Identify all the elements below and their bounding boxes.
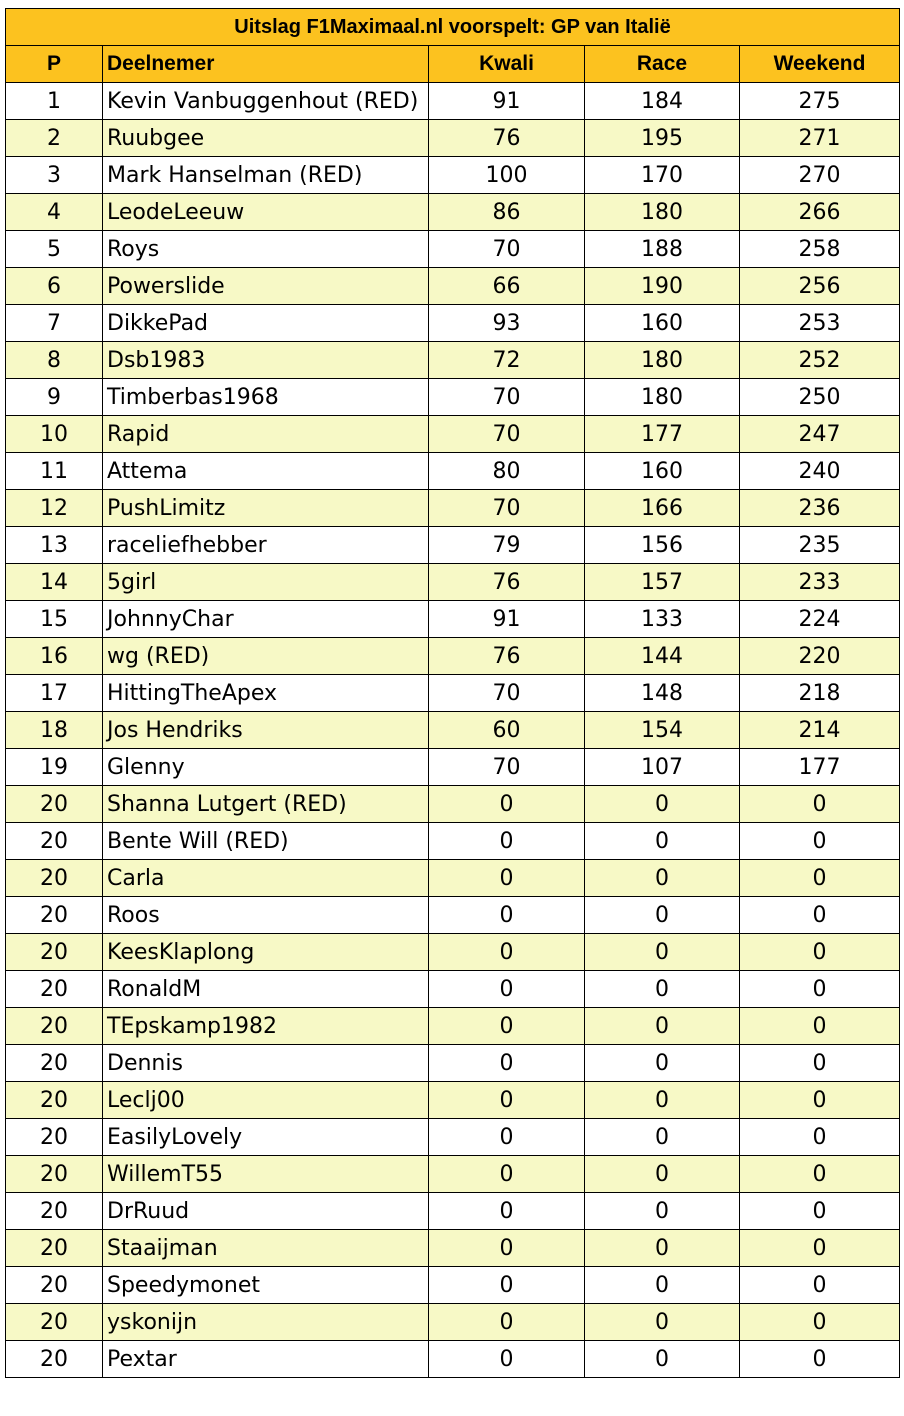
weekend-points-cell: 250 — [740, 379, 900, 416]
kwali-points-cell: 93 — [429, 305, 585, 342]
race-points-cell: 0 — [585, 1341, 740, 1378]
position-cell: 20 — [6, 934, 103, 971]
race-points-cell: 170 — [585, 157, 740, 194]
weekend-points-cell: 218 — [740, 675, 900, 712]
weekend-points-cell: 235 — [740, 527, 900, 564]
weekend-points-cell: 240 — [740, 453, 900, 490]
weekend-points-cell: 0 — [740, 1341, 900, 1378]
participant-name-cell: Carla — [103, 860, 429, 897]
table-row — [6, 1230, 900, 1267]
race-points-cell: 156 — [585, 527, 740, 564]
position-cell: 16 — [6, 638, 103, 675]
participant-name-cell: Powerslide — [103, 268, 429, 305]
participant-name-cell: Roos — [103, 897, 429, 934]
participant-name-cell: Shanna Lutgert (RED) — [103, 786, 429, 823]
race-points-cell: 0 — [585, 1267, 740, 1304]
column-header-p: P — [6, 46, 103, 83]
participant-name-cell: WillemT55 — [103, 1156, 429, 1193]
kwali-points-cell: 0 — [429, 1304, 585, 1341]
position-cell: 20 — [6, 1230, 103, 1267]
column-header-weekend: Weekend — [740, 46, 900, 83]
table-row — [6, 638, 900, 675]
participant-name-cell: Rapid — [103, 416, 429, 453]
race-points-cell: 0 — [585, 1045, 740, 1082]
table-row — [6, 860, 900, 897]
weekend-points-cell: 0 — [740, 1119, 900, 1156]
weekend-points-cell: 275 — [740, 83, 900, 120]
position-cell: 14 — [6, 564, 103, 601]
participant-name-cell: Timberbas1968 — [103, 379, 429, 416]
kwali-points-cell: 0 — [429, 1008, 585, 1045]
race-points-cell: 160 — [585, 305, 740, 342]
kwali-points-cell: 70 — [429, 379, 585, 416]
kwali-points-cell: 100 — [429, 157, 585, 194]
race-points-cell: 0 — [585, 823, 740, 860]
kwali-points-cell: 70 — [429, 749, 585, 786]
participant-name-cell: Glenny — [103, 749, 429, 786]
results-table — [5, 8, 900, 1378]
kwali-points-cell: 91 — [429, 601, 585, 638]
participant-name-cell: LeodeLeeuw — [103, 194, 429, 231]
weekend-points-cell: 0 — [740, 1193, 900, 1230]
position-cell: 4 — [6, 194, 103, 231]
participant-name-cell: DrRuud — [103, 1193, 429, 1230]
weekend-points-cell: 0 — [740, 786, 900, 823]
weekend-points-cell: 0 — [740, 1045, 900, 1082]
weekend-points-cell: 0 — [740, 1008, 900, 1045]
participant-name-cell: Staaijman — [103, 1230, 429, 1267]
position-cell: 20 — [6, 971, 103, 1008]
table-row — [6, 1193, 900, 1230]
table-row — [6, 268, 900, 305]
kwali-points-cell: 0 — [429, 1045, 585, 1082]
weekend-points-cell: 256 — [740, 268, 900, 305]
position-cell: 6 — [6, 268, 103, 305]
race-points-cell: 180 — [585, 342, 740, 379]
race-points-cell: 195 — [585, 120, 740, 157]
position-cell: 20 — [6, 823, 103, 860]
weekend-points-cell: 0 — [740, 823, 900, 860]
kwali-points-cell: 91 — [429, 83, 585, 120]
table-row — [6, 416, 900, 453]
position-cell: 7 — [6, 305, 103, 342]
kwali-points-cell: 0 — [429, 971, 585, 1008]
position-cell: 1 — [6, 83, 103, 120]
weekend-points-cell: 266 — [740, 194, 900, 231]
race-points-cell: 188 — [585, 231, 740, 268]
kwali-points-cell: 0 — [429, 1230, 585, 1267]
race-points-cell: 0 — [585, 1156, 740, 1193]
table-row — [6, 1341, 900, 1378]
table-row — [6, 231, 900, 268]
weekend-points-cell: 247 — [740, 416, 900, 453]
kwali-points-cell: 0 — [429, 860, 585, 897]
weekend-points-cell: 0 — [740, 1082, 900, 1119]
race-points-cell: 0 — [585, 1193, 740, 1230]
table-row — [6, 379, 900, 416]
table-row — [6, 490, 900, 527]
position-cell: 20 — [6, 1045, 103, 1082]
table-row — [6, 897, 900, 934]
table-row — [6, 934, 900, 971]
table-row — [6, 453, 900, 490]
position-cell: 13 — [6, 527, 103, 564]
position-cell: 11 — [6, 453, 103, 490]
weekend-points-cell: 0 — [740, 1230, 900, 1267]
column-header-deelnemer: Deelnemer — [103, 46, 429, 83]
kwali-points-cell: 70 — [429, 231, 585, 268]
position-cell: 20 — [6, 897, 103, 934]
position-cell: 18 — [6, 712, 103, 749]
table-row — [6, 527, 900, 564]
position-cell: 12 — [6, 490, 103, 527]
race-points-cell: 144 — [585, 638, 740, 675]
kwali-points-cell: 0 — [429, 823, 585, 860]
participant-name-cell: Leclj00 — [103, 1082, 429, 1119]
table-row — [6, 194, 900, 231]
race-points-cell: 180 — [585, 379, 740, 416]
participant-name-cell: Dsb1983 — [103, 342, 429, 379]
kwali-points-cell: 0 — [429, 1119, 585, 1156]
participant-name-cell: Mark Hanselman (RED) — [103, 157, 429, 194]
kwali-points-cell: 0 — [429, 786, 585, 823]
table-row — [6, 1082, 900, 1119]
position-cell: 9 — [6, 379, 103, 416]
column-header-race: Race — [585, 46, 740, 83]
race-points-cell: 166 — [585, 490, 740, 527]
participant-name-cell: Bente Will (RED) — [103, 823, 429, 860]
kwali-points-cell: 70 — [429, 416, 585, 453]
table-row — [6, 971, 900, 1008]
participant-name-cell: TEpskamp1982 — [103, 1008, 429, 1045]
kwali-points-cell: 60 — [429, 712, 585, 749]
race-points-cell: 0 — [585, 1082, 740, 1119]
position-cell: 15 — [6, 601, 103, 638]
participant-name-cell: Kevin Vanbuggenhout (RED) — [103, 83, 429, 120]
kwali-points-cell: 0 — [429, 1193, 585, 1230]
weekend-points-cell: 0 — [740, 1304, 900, 1341]
kwali-points-cell: 0 — [429, 1341, 585, 1378]
race-points-cell: 0 — [585, 1119, 740, 1156]
position-cell: 20 — [6, 1304, 103, 1341]
table-row — [6, 1119, 900, 1156]
table-body — [6, 83, 900, 1378]
position-cell: 20 — [6, 1267, 103, 1304]
participant-name-cell: Jos Hendriks — [103, 712, 429, 749]
position-cell: 5 — [6, 231, 103, 268]
position-cell: 10 — [6, 416, 103, 453]
kwali-points-cell: 0 — [429, 1267, 585, 1304]
race-points-cell: 148 — [585, 675, 740, 712]
participant-name-cell: KeesKlaplong — [103, 934, 429, 971]
weekend-points-cell: 252 — [740, 342, 900, 379]
kwali-points-cell: 86 — [429, 194, 585, 231]
kwali-points-cell: 72 — [429, 342, 585, 379]
race-points-cell: 190 — [585, 268, 740, 305]
position-cell: 17 — [6, 675, 103, 712]
position-cell: 20 — [6, 1082, 103, 1119]
kwali-points-cell: 70 — [429, 490, 585, 527]
kwali-points-cell: 76 — [429, 120, 585, 157]
kwali-points-cell: 76 — [429, 638, 585, 675]
race-points-cell: 160 — [585, 453, 740, 490]
participant-name-cell: HittingTheApex — [103, 675, 429, 712]
table-row — [6, 305, 900, 342]
table-row — [6, 1008, 900, 1045]
weekend-points-cell: 271 — [740, 120, 900, 157]
race-points-cell: 0 — [585, 1230, 740, 1267]
position-cell: 20 — [6, 1193, 103, 1230]
kwali-points-cell: 0 — [429, 897, 585, 934]
weekend-points-cell: 253 — [740, 305, 900, 342]
participant-name-cell: JohnnyChar — [103, 601, 429, 638]
table-row — [6, 120, 900, 157]
participant-name-cell: DikkePad — [103, 305, 429, 342]
kwali-points-cell: 0 — [429, 1082, 585, 1119]
weekend-points-cell: 214 — [740, 712, 900, 749]
participant-name-cell: raceliefhebber — [103, 527, 429, 564]
position-cell: 8 — [6, 342, 103, 379]
participant-name-cell: Speedymonet — [103, 1267, 429, 1304]
participant-name-cell: RonaldM — [103, 971, 429, 1008]
race-points-cell: 0 — [585, 934, 740, 971]
weekend-points-cell: 224 — [740, 601, 900, 638]
weekend-points-cell: 177 — [740, 749, 900, 786]
race-points-cell: 0 — [585, 897, 740, 934]
table-row — [6, 83, 900, 120]
table-title: Uitslag F1Maximaal.nl voorspelt: GP van Italië — [6, 9, 900, 46]
kwali-points-cell: 0 — [429, 934, 585, 971]
participant-name-cell: yskonijn — [103, 1304, 429, 1341]
kwali-points-cell: 76 — [429, 564, 585, 601]
weekend-points-cell: 0 — [740, 1267, 900, 1304]
table-row — [6, 564, 900, 601]
kwali-points-cell: 70 — [429, 675, 585, 712]
weekend-points-cell: 236 — [740, 490, 900, 527]
table-row — [6, 675, 900, 712]
table-row — [6, 1156, 900, 1193]
weekend-points-cell: 0 — [740, 1156, 900, 1193]
position-cell: 2 — [6, 120, 103, 157]
weekend-points-cell: 0 — [740, 860, 900, 897]
kwali-points-cell: 0 — [429, 1156, 585, 1193]
participant-name-cell: Attema — [103, 453, 429, 490]
position-cell: 20 — [6, 860, 103, 897]
table-row — [6, 342, 900, 379]
race-points-cell: 154 — [585, 712, 740, 749]
race-points-cell: 0 — [585, 971, 740, 1008]
race-points-cell: 0 — [585, 786, 740, 823]
race-points-cell: 180 — [585, 194, 740, 231]
race-points-cell: 184 — [585, 83, 740, 120]
position-cell: 3 — [6, 157, 103, 194]
table-row — [6, 712, 900, 749]
participant-name-cell: EasilyLovely — [103, 1119, 429, 1156]
weekend-points-cell: 220 — [740, 638, 900, 675]
participant-name-cell: wg (RED) — [103, 638, 429, 675]
position-cell: 20 — [6, 1119, 103, 1156]
position-cell: 20 — [6, 1156, 103, 1193]
weekend-points-cell: 0 — [740, 934, 900, 971]
position-cell: 20 — [6, 1008, 103, 1045]
table-row — [6, 786, 900, 823]
weekend-points-cell: 270 — [740, 157, 900, 194]
race-points-cell: 133 — [585, 601, 740, 638]
table-row — [6, 1304, 900, 1341]
participant-name-cell: 5girl — [103, 564, 429, 601]
race-points-cell: 107 — [585, 749, 740, 786]
participant-name-cell: Dennis — [103, 1045, 429, 1082]
table-row — [6, 823, 900, 860]
kwali-points-cell: 66 — [429, 268, 585, 305]
weekend-points-cell: 0 — [740, 897, 900, 934]
weekend-points-cell: 258 — [740, 231, 900, 268]
kwali-points-cell: 80 — [429, 453, 585, 490]
table-row — [6, 1045, 900, 1082]
title-row — [6, 9, 900, 46]
table-row — [6, 601, 900, 638]
position-cell: 20 — [6, 786, 103, 823]
column-header-kwali: Kwali — [429, 46, 585, 83]
race-points-cell: 0 — [585, 1304, 740, 1341]
participant-name-cell: PushLimitz — [103, 490, 429, 527]
race-points-cell: 0 — [585, 1008, 740, 1045]
weekend-points-cell: 0 — [740, 971, 900, 1008]
race-points-cell: 0 — [585, 860, 740, 897]
race-points-cell: 177 — [585, 416, 740, 453]
table-row — [6, 749, 900, 786]
weekend-points-cell: 233 — [740, 564, 900, 601]
race-points-cell: 157 — [585, 564, 740, 601]
participant-name-cell: Pextar — [103, 1341, 429, 1378]
header-row — [6, 46, 900, 83]
participant-name-cell: Roys — [103, 231, 429, 268]
position-cell: 20 — [6, 1341, 103, 1378]
table-row — [6, 157, 900, 194]
position-cell: 19 — [6, 749, 103, 786]
kwali-points-cell: 79 — [429, 527, 585, 564]
participant-name-cell: Ruubgee — [103, 120, 429, 157]
table-row — [6, 1267, 900, 1304]
